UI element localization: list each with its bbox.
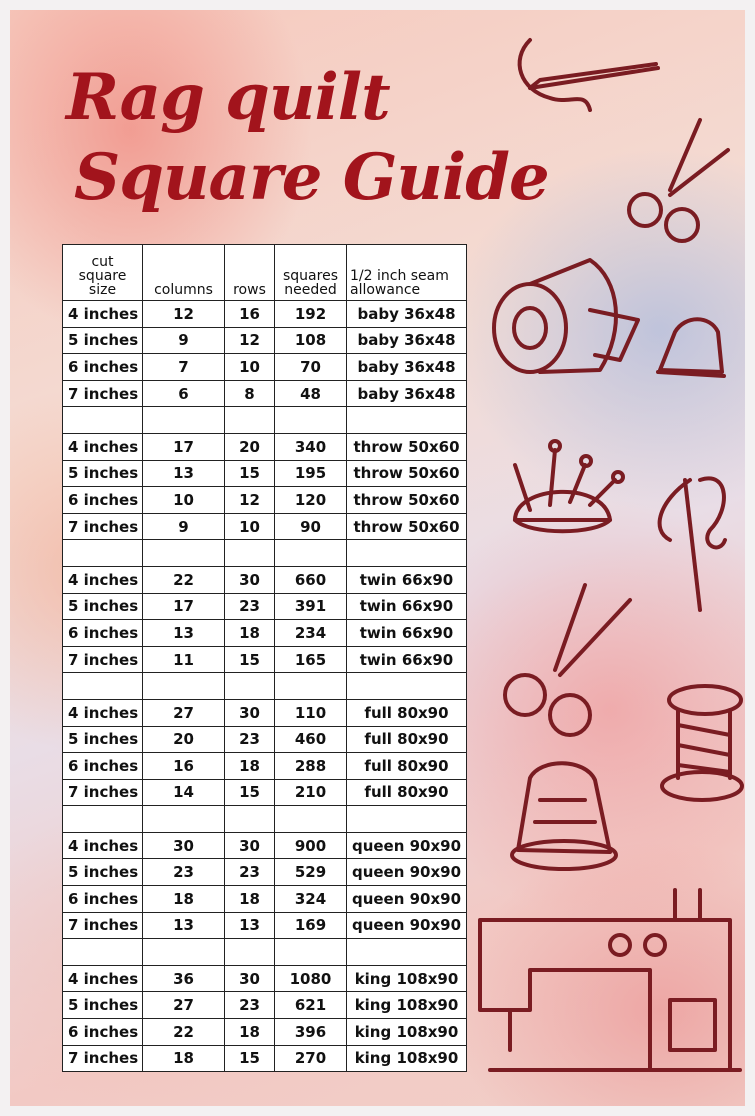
sewing-machine-icon xyxy=(480,890,740,1070)
cell-rows: 15 xyxy=(225,646,275,673)
table-row xyxy=(63,593,467,620)
cell-squares-needed: 120 xyxy=(275,487,347,514)
cell-squares-needed: 340 xyxy=(275,433,347,460)
cell-squares-needed: 210 xyxy=(275,779,347,806)
cell-squares-needed: 234 xyxy=(275,620,347,647)
cell-rows: 18 xyxy=(225,753,275,780)
spacer-cell xyxy=(275,407,347,434)
table-row xyxy=(63,912,467,939)
title-line-2: Square Guide xyxy=(74,140,549,215)
spacer-cell xyxy=(225,673,275,700)
cell-quilt-size: full 80x90 xyxy=(347,726,467,753)
header-squares-needed: squares needed xyxy=(275,245,347,301)
cell-rows: 12 xyxy=(225,327,275,354)
spacer-cell xyxy=(275,939,347,966)
cell-columns: 12 xyxy=(143,301,225,328)
cell-columns: 27 xyxy=(143,699,225,726)
thimble-icon xyxy=(512,763,616,869)
cell-squares-needed: 900 xyxy=(275,832,347,859)
cell-columns: 22 xyxy=(143,1019,225,1046)
table-row xyxy=(63,779,467,806)
cell-square-size: 4 inches xyxy=(63,566,143,593)
table-row xyxy=(63,301,467,328)
spacer-cell xyxy=(63,407,143,434)
cell-square-size: 6 inches xyxy=(63,753,143,780)
cell-square-size: 4 inches xyxy=(63,433,143,460)
cell-rows: 13 xyxy=(225,912,275,939)
cell-squares-needed: 460 xyxy=(275,726,347,753)
thread-spool-icon xyxy=(662,686,742,800)
spacer-cell xyxy=(63,540,143,567)
cell-columns: 27 xyxy=(143,992,225,1019)
cell-square-size: 7 inches xyxy=(63,912,143,939)
cell-quilt-size: full 80x90 xyxy=(347,753,467,780)
spacer-cell xyxy=(225,540,275,567)
cell-square-size: 6 inches xyxy=(63,886,143,913)
cell-squares-needed: 660 xyxy=(275,566,347,593)
cell-square-size: 4 inches xyxy=(63,965,143,992)
fabric-roll-icon xyxy=(494,260,638,372)
spacer-row xyxy=(63,806,467,833)
table-body xyxy=(63,301,467,1072)
spacer-cell xyxy=(63,806,143,833)
cell-quilt-size: throw 50x60 xyxy=(347,487,467,514)
scissors-icon xyxy=(505,585,630,735)
cell-rows: 16 xyxy=(225,301,275,328)
spacer-cell xyxy=(275,540,347,567)
poster xyxy=(10,10,745,1106)
cell-square-size: 4 inches xyxy=(63,301,143,328)
cell-square-size: 7 inches xyxy=(63,513,143,540)
cell-square-size: 6 inches xyxy=(63,1019,143,1046)
cell-rows: 23 xyxy=(225,859,275,886)
cell-columns: 6 xyxy=(143,380,225,407)
spacer-cell xyxy=(143,407,225,434)
cell-columns: 9 xyxy=(143,327,225,354)
cell-columns: 13 xyxy=(143,912,225,939)
cell-square-size: 7 inches xyxy=(63,779,143,806)
cell-quilt-size: full 80x90 xyxy=(347,779,467,806)
cell-quilt-size: twin 66x90 xyxy=(347,646,467,673)
spacer-cell xyxy=(347,407,467,434)
cell-quilt-size: king 108x90 xyxy=(347,965,467,992)
cell-rows: 18 xyxy=(225,886,275,913)
cell-columns: 23 xyxy=(143,859,225,886)
cell-columns: 14 xyxy=(143,779,225,806)
cell-squares-needed: 288 xyxy=(275,753,347,780)
cell-squares-needed: 70 xyxy=(275,354,347,381)
cell-rows: 8 xyxy=(225,380,275,407)
cell-rows: 30 xyxy=(225,832,275,859)
cell-quilt-size: twin 66x90 xyxy=(347,566,467,593)
pincushion-icon xyxy=(515,441,623,531)
cell-columns: 13 xyxy=(143,620,225,647)
cell-quilt-size: throw 50x60 xyxy=(347,460,467,487)
cell-columns: 7 xyxy=(143,354,225,381)
cell-square-size: 7 inches xyxy=(63,646,143,673)
table-row xyxy=(63,753,467,780)
cell-square-size: 5 inches xyxy=(63,992,143,1019)
cell-rows: 30 xyxy=(225,566,275,593)
header-row xyxy=(63,245,467,301)
cell-quilt-size: throw 50x60 xyxy=(347,433,467,460)
cell-quilt-size: queen 90x90 xyxy=(347,859,467,886)
cell-quilt-size: king 108x90 xyxy=(347,1019,467,1046)
cell-squares-needed: 195 xyxy=(275,460,347,487)
table-row xyxy=(63,832,467,859)
cell-rows: 15 xyxy=(225,460,275,487)
spacer-cell xyxy=(63,673,143,700)
spacer-cell xyxy=(275,673,347,700)
table-row xyxy=(63,380,467,407)
cell-squares-needed: 270 xyxy=(275,1045,347,1072)
spacer-cell xyxy=(275,806,347,833)
spacer-cell xyxy=(225,806,275,833)
page-title xyxy=(66,58,549,218)
table-row xyxy=(63,965,467,992)
cell-square-size: 5 inches xyxy=(63,327,143,354)
cell-rows: 12 xyxy=(225,487,275,514)
header-seam-allowance: 1/2 inch seam allowance xyxy=(347,245,467,301)
cell-squares-needed: 165 xyxy=(275,646,347,673)
cell-columns: 16 xyxy=(143,753,225,780)
cell-quilt-size: baby 36x48 xyxy=(347,354,467,381)
header-cut-square-size: cut square size xyxy=(63,245,143,301)
cell-quilt-size: queen 90x90 xyxy=(347,912,467,939)
cell-square-size: 7 inches xyxy=(63,380,143,407)
cell-quilt-size: baby 36x48 xyxy=(347,380,467,407)
cell-columns: 13 xyxy=(143,460,225,487)
cell-square-size: 6 inches xyxy=(63,620,143,647)
thimble-icon xyxy=(658,319,724,376)
table-row xyxy=(63,433,467,460)
cell-square-size: 6 inches xyxy=(63,487,143,514)
cell-squares-needed: 48 xyxy=(275,380,347,407)
scissors-icon xyxy=(629,120,728,241)
cell-rows: 30 xyxy=(225,699,275,726)
cell-squares-needed: 192 xyxy=(275,301,347,328)
cell-square-size: 5 inches xyxy=(63,593,143,620)
cell-columns: 36 xyxy=(143,965,225,992)
cell-rows: 20 xyxy=(225,433,275,460)
spacer-cell xyxy=(347,540,467,567)
cell-squares-needed: 110 xyxy=(275,699,347,726)
cell-quilt-size: queen 90x90 xyxy=(347,832,467,859)
spacer-cell xyxy=(143,939,225,966)
cell-square-size: 7 inches xyxy=(63,1045,143,1072)
cell-squares-needed: 1080 xyxy=(275,965,347,992)
cell-columns: 22 xyxy=(143,566,225,593)
cell-rows: 30 xyxy=(225,965,275,992)
cell-quilt-size: baby 36x48 xyxy=(347,301,467,328)
table-row xyxy=(63,726,467,753)
cell-columns: 17 xyxy=(143,433,225,460)
spacer-cell xyxy=(143,806,225,833)
table-row xyxy=(63,513,467,540)
spacer-cell xyxy=(347,939,467,966)
header-columns: columns xyxy=(143,245,225,301)
cell-rows: 10 xyxy=(225,354,275,381)
cell-rows: 10 xyxy=(225,513,275,540)
table-row xyxy=(63,1019,467,1046)
spacer-cell xyxy=(347,673,467,700)
spacer-cell xyxy=(225,407,275,434)
cell-columns: 20 xyxy=(143,726,225,753)
spacer-row xyxy=(63,407,467,434)
table-row xyxy=(63,1045,467,1072)
cell-squares-needed: 169 xyxy=(275,912,347,939)
table-row xyxy=(63,354,467,381)
cell-square-size: 6 inches xyxy=(63,354,143,381)
spacer-row xyxy=(63,939,467,966)
cell-squares-needed: 324 xyxy=(275,886,347,913)
cell-squares-needed: 108 xyxy=(275,327,347,354)
cell-square-size: 5 inches xyxy=(63,460,143,487)
cell-rows: 15 xyxy=(225,779,275,806)
spacer-row xyxy=(63,540,467,567)
cell-quilt-size: twin 66x90 xyxy=(347,593,467,620)
cell-squares-needed: 90 xyxy=(275,513,347,540)
cell-quilt-size: throw 50x60 xyxy=(347,513,467,540)
cell-columns: 18 xyxy=(143,1045,225,1072)
cell-rows: 23 xyxy=(225,593,275,620)
spacer-cell xyxy=(347,806,467,833)
table-row xyxy=(63,886,467,913)
cell-squares-needed: 391 xyxy=(275,593,347,620)
cell-quilt-size: king 108x90 xyxy=(347,992,467,1019)
cell-square-size: 5 inches xyxy=(63,859,143,886)
cell-quilt-size: baby 36x48 xyxy=(347,327,467,354)
table-row xyxy=(63,646,467,673)
cell-square-size: 5 inches xyxy=(63,726,143,753)
spacer-cell xyxy=(225,939,275,966)
cell-rows: 18 xyxy=(225,620,275,647)
table-row xyxy=(63,566,467,593)
table-row xyxy=(63,327,467,354)
cell-square-size: 4 inches xyxy=(63,699,143,726)
cell-columns: 17 xyxy=(143,593,225,620)
table-row xyxy=(63,699,467,726)
cell-columns: 9 xyxy=(143,513,225,540)
cell-rows: 15 xyxy=(225,1045,275,1072)
cell-quilt-size: full 80x90 xyxy=(347,699,467,726)
header-rows: rows xyxy=(225,245,275,301)
cell-square-size: 4 inches xyxy=(63,832,143,859)
cell-quilt-size: queen 90x90 xyxy=(347,886,467,913)
spacer-row xyxy=(63,673,467,700)
cell-squares-needed: 529 xyxy=(275,859,347,886)
title-line-1: Rag quilt xyxy=(66,60,390,135)
cell-rows: 18 xyxy=(225,1019,275,1046)
square-guide-table xyxy=(62,244,467,1072)
table-row xyxy=(63,620,467,647)
cell-squares-needed: 396 xyxy=(275,1019,347,1046)
cell-rows: 23 xyxy=(225,726,275,753)
cell-columns: 11 xyxy=(143,646,225,673)
cell-squares-needed: 621 xyxy=(275,992,347,1019)
table-row xyxy=(63,487,467,514)
cell-columns: 30 xyxy=(143,832,225,859)
cell-quilt-size: twin 66x90 xyxy=(347,620,467,647)
cell-columns: 18 xyxy=(143,886,225,913)
threaded-needle-icon xyxy=(660,478,725,610)
cell-rows: 23 xyxy=(225,992,275,1019)
table-row xyxy=(63,992,467,1019)
table-row xyxy=(63,859,467,886)
spacer-cell xyxy=(143,673,225,700)
spacer-cell xyxy=(63,939,143,966)
cell-quilt-size: king 108x90 xyxy=(347,1045,467,1072)
cell-columns: 10 xyxy=(143,487,225,514)
table-row xyxy=(63,460,467,487)
spacer-cell xyxy=(143,540,225,567)
